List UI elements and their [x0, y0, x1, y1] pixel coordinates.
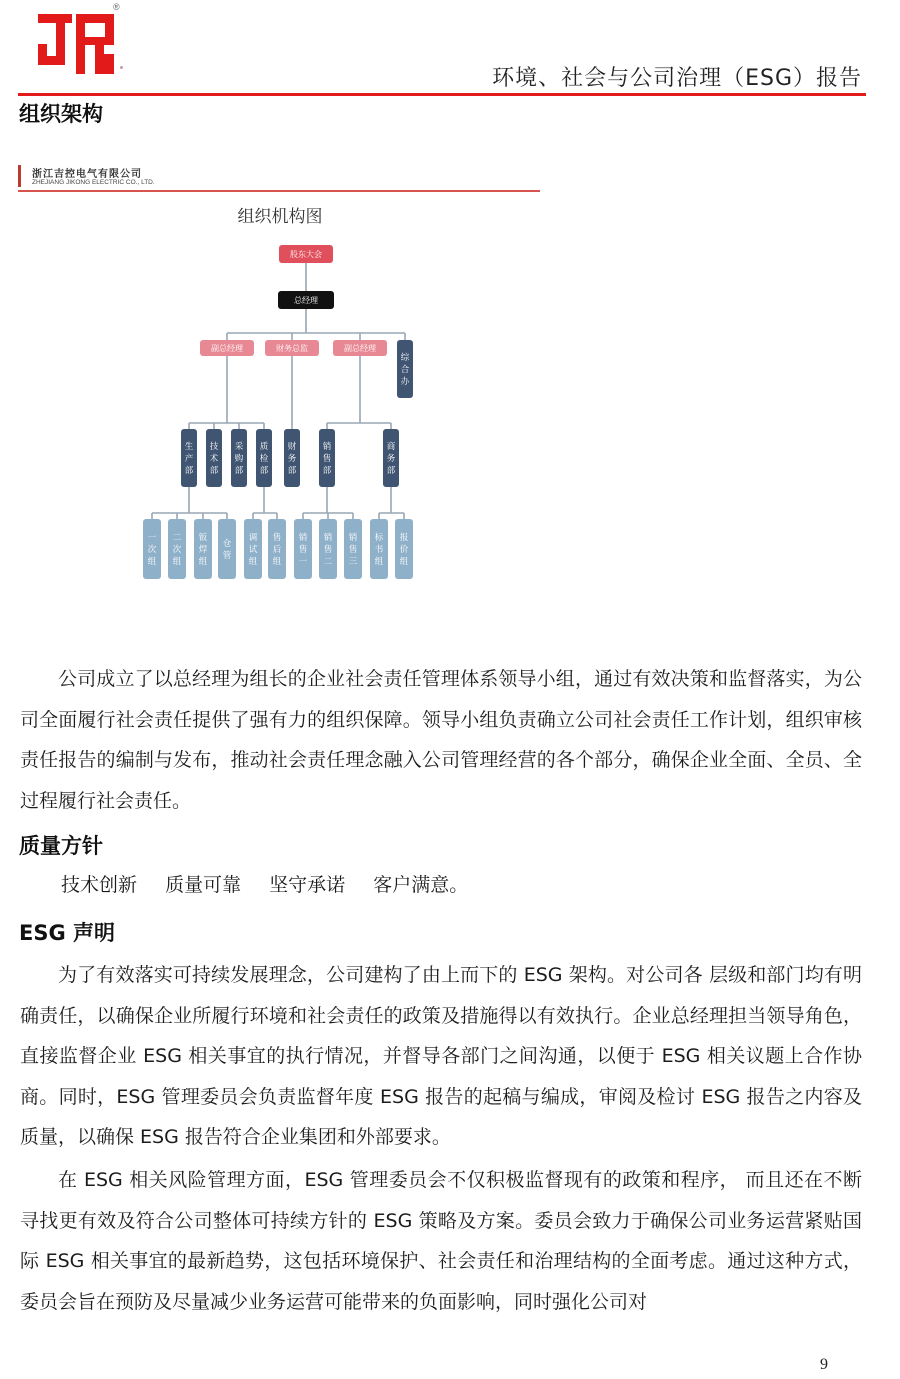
org-node-department-label: 部	[184, 466, 194, 476]
org-node-team-label: 组	[399, 557, 409, 567]
org-node-team-label: 仓	[222, 539, 232, 549]
org-node-department-label: 产	[184, 454, 194, 464]
company-name-en: ZHEJIANG JIKONG ELECTRIC CO., LTD.	[32, 179, 155, 186]
org-node-department-label: 部	[322, 466, 332, 476]
org-node-department-label: 务	[287, 454, 297, 464]
org-node-department-label: 检	[259, 454, 269, 464]
org-node-office-label: 综	[400, 353, 410, 363]
org-paragraph: 公司成立了以总经理为组长的企业社会责任管理体系领导小组，通过有效决策和监督落实，为公司全面履行社会责任提供了强有力的组织保障。领导小组负责确立公司社会责任工作计划，组织审核责任报告的编制与发布，推动社会责任理念融入公司管理经营的各个部分，确保企业全面、全员、全过程履行社会责任。	[20, 668, 862, 812]
quality-motto	[61, 870, 490, 897]
org-node-team-label: 二	[323, 557, 333, 567]
org-node-department-label: 质	[259, 442, 269, 452]
quality-section-heading: 质量方针	[19, 834, 103, 858]
org-node-team-label: 销	[298, 533, 308, 543]
motto-item: 坚守承诺	[269, 874, 346, 896]
org-node-department-label: 术	[209, 454, 219, 464]
org-node-team-label: 标	[374, 533, 384, 543]
report-title: 环境、社会与公司治理（ESG）报告	[492, 66, 862, 91]
org-node-department-label: 售	[322, 454, 332, 464]
org-node-team-label: 次	[147, 545, 157, 555]
esg-paragraph: 为了有效落实可持续发展理念，公司建构了由上而下的 ESG 架构。对公司各 层级和部门均有明确责任，以确保企业所履行环境和社会责任的政策及措施得以有效执行。企业总经理担当领导角色，直接监督企业 ESG 相关事宜的执行情况，并督导各部门之间沟通，以便于 ESG 相关议题上合作协商。同时，ESG 管理委员会负责监督年度 ESG 报告的起稿与编成，审阅及检讨 ESG 报告之内容及质量，以确保 ESG 报告符合企业集团和外部要求。	[20, 964, 862, 1148]
org-node-team-label: 销	[348, 533, 358, 543]
motto-item: 技术创新	[61, 874, 138, 896]
org-node-team-label: 后	[272, 545, 282, 555]
esg-section-heading: ESG 声明	[19, 921, 116, 945]
company-name-cn: 浙江吉控电气有限公司	[32, 169, 142, 180]
org-node-department-label: 部	[234, 466, 244, 476]
org-node-department-label: 技	[209, 442, 219, 452]
org-node-team-label: 调	[248, 533, 258, 543]
org-node-team-label: 组	[374, 557, 384, 567]
org-node-team-label: 试	[248, 545, 258, 555]
org-node-team-label: 售	[298, 545, 308, 555]
org-node-team-label: 组	[172, 557, 182, 567]
org-node-team-label: 二	[172, 533, 182, 543]
org-node-team-label: 售	[272, 533, 282, 543]
org-node-team-label: 组	[248, 557, 258, 567]
org-node-team-label: 一	[298, 557, 308, 567]
org-node-office-label: 合	[400, 365, 410, 375]
org-node-team-label: 售	[323, 545, 333, 555]
org-node-department-label: 部	[209, 466, 219, 476]
org-chart-title: 组织机构图	[237, 207, 323, 227]
org-node-team-label: 焊	[198, 545, 208, 555]
org-node-department-label: 财	[287, 442, 297, 452]
org-node-team-label: 组	[198, 557, 208, 567]
org-node-deputy-label: 副总经理	[344, 344, 376, 353]
org-node-team-label: 组	[147, 557, 157, 567]
org-node-department-label: 生	[184, 442, 194, 452]
org-node-team-label: 报	[399, 533, 409, 543]
org-node-deputy-label: 副总经理	[211, 344, 243, 353]
org-node-general-manager-label: 总经理	[294, 296, 318, 305]
org-node-department-label: 部	[386, 466, 396, 476]
esg-risk-paragraph: 在 ESG 相关风险管理方面，ESG 管理委员会不仅积极监督现有的政策和程序， 而且还在不断寻找更有效及符合公司整体可持续方针的 ESG 策略及方案。委员会致力于确保公司业务运营紧贴国际 ESG 相关事宜的最新趋势，这包括环境保护、社会责任和治理结构的全面考虑。通过这种方式，委员会旨在预防及尽量减少业务运营可能带来的负面影响，同时强化公司对	[20, 1169, 862, 1313]
org-node-team-label: 三	[348, 557, 358, 567]
org-section-heading: 组织架构	[19, 102, 103, 126]
page-number: 9	[820, 1356, 828, 1373]
org-node-team-label: 一	[147, 533, 157, 543]
org-node-team-label: 书	[374, 545, 384, 555]
org-node-department-label: 部	[287, 466, 297, 476]
motto-item: 质量可靠	[165, 874, 242, 896]
org-node-team-label: 管	[222, 551, 232, 561]
org-node-team-label: 次	[172, 545, 182, 555]
org-node-team-label: 价	[399, 545, 409, 555]
org-node-department-label: 采	[234, 442, 244, 452]
org-node-team-label: 销	[323, 533, 333, 543]
org-chart	[0, 0, 900, 620]
motto-item: 客户满意。	[373, 874, 469, 896]
org-node-department-label: 购	[234, 454, 244, 464]
org-node-team	[218, 519, 236, 579]
org-node-department-label: 务	[386, 454, 396, 464]
registered-mark: ®	[113, 2, 120, 12]
org-node-shareholders-label: 股东大会	[290, 250, 322, 259]
org-node-team-label: 售	[348, 545, 358, 555]
org-node-office-label: 办	[400, 377, 410, 387]
org-node-deputy-label: 财务总监	[276, 344, 308, 353]
org-node-team-label: 钣	[198, 533, 208, 543]
org-node-team-label: 组	[272, 557, 282, 567]
org-node-department-label: 商	[386, 442, 396, 452]
org-node-department-label: 销	[322, 442, 332, 452]
org-node-department-label: 部	[259, 466, 269, 476]
